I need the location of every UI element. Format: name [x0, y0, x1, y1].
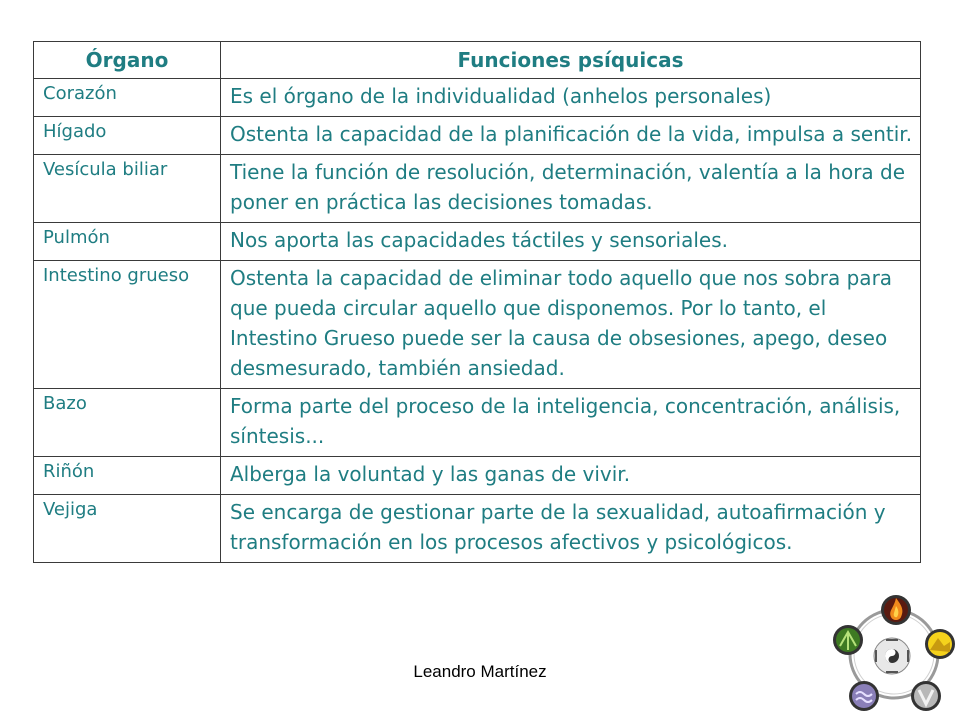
function-cell: Ostenta la capacidad de eliminar todo aquello que nos sobra para que pueda circular aquello que disponemos. Por lo tanto, el Intestino Grueso puede ser la causa de obsesiones, apego, deseo desmesurado, también ansiedad. — [221, 261, 921, 389]
table-row — [34, 389, 921, 457]
organ-cell: Pulmón — [34, 223, 221, 261]
function-cell: Ostenta la capacidad de la planificación de la vida, impulsa a sentir. — [221, 117, 921, 155]
organ-cell: Corazón — [34, 79, 221, 117]
five-elements-wheel-icon — [828, 588, 960, 720]
fire-element-icon — [881, 595, 911, 625]
header-organ: Órgano — [34, 42, 221, 79]
function-cell: Se encarga de gestionar parte de la sexualidad, autoafirmación y transformación en los procesos afectivos y psicológicos. — [221, 495, 921, 563]
table-row — [34, 155, 921, 223]
organ-cell: Intestino grueso — [34, 261, 221, 389]
function-cell: Alberga la voluntad y las ganas de vivir. — [221, 457, 921, 495]
table-row — [34, 79, 921, 117]
table-row — [34, 223, 921, 261]
water-element-icon — [849, 681, 879, 711]
organ-cell: Bazo — [34, 389, 221, 457]
table-row — [34, 457, 921, 495]
organ-cell: Vejiga — [34, 495, 221, 563]
function-cell: Forma parte del proceso de la inteligencia, concentración, análisis, síntesis... — [221, 389, 921, 457]
table-header-row — [34, 42, 921, 79]
organ-cell: Riñón — [34, 457, 221, 495]
header-functions: Funciones psíquicas — [221, 42, 921, 79]
function-cell: Tiene la función de resolución, determinación, valentía a la hora de poner en práctica las decisiones tomadas. — [221, 155, 921, 223]
author-footer: Leandro Martínez — [413, 662, 547, 681]
table-row — [34, 261, 921, 389]
organ-cell: Hígado — [34, 117, 221, 155]
table-row — [34, 495, 921, 563]
function-cell: Nos aporta las capacidades táctiles y sensoriales. — [221, 223, 921, 261]
organ-cell: Vesícula biliar — [34, 155, 221, 223]
wood-element-icon — [833, 625, 863, 655]
organ-functions-table — [33, 41, 921, 563]
function-cell: Es el órgano de la individualidad (anhelos personales) — [221, 79, 921, 117]
bagua-icon — [874, 638, 910, 674]
table-row — [34, 117, 921, 155]
metal-element-icon — [911, 681, 941, 711]
earth-element-icon — [925, 629, 955, 659]
